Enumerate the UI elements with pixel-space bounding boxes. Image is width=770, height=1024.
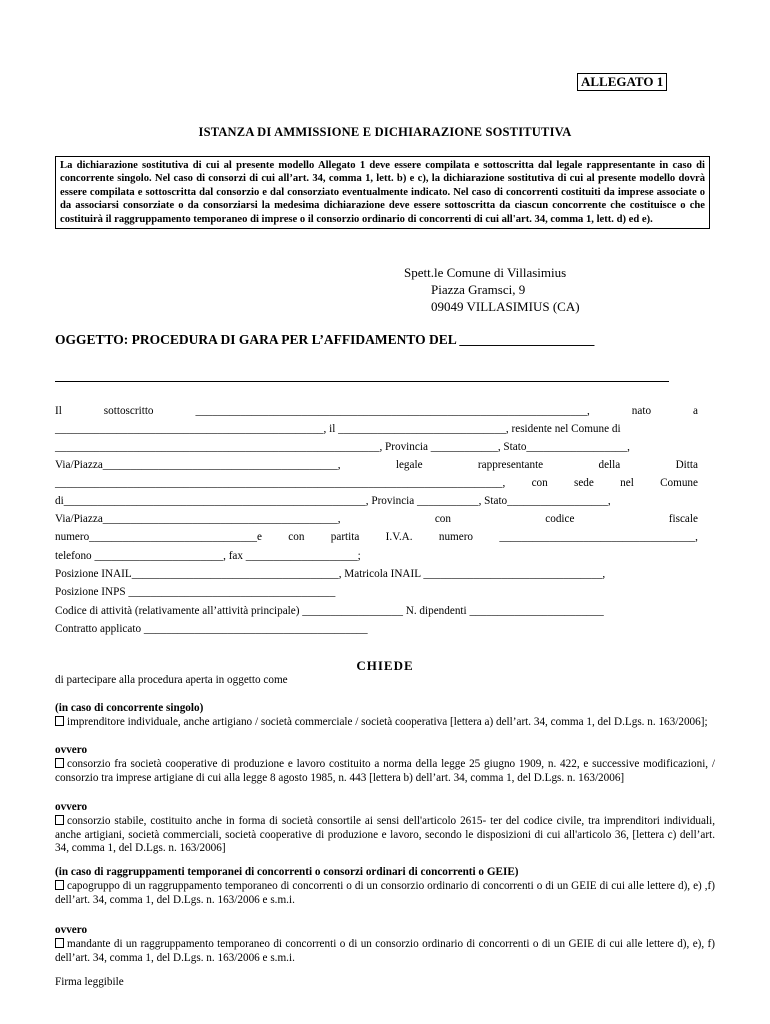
option-imprenditore — [55, 716, 715, 730]
vat-field[interactable]: ___________________________________, — [499, 531, 698, 543]
option-text: imprenditore individuale, anche artigiano / società commerciale / società cooperativa [lettera a) dell’art. 34, comma 1, del D.Lgs. n. 163/2006]; — [67, 716, 708, 728]
oggetto-heading: OGGETTO: PROCEDURA DI GARA PER L’AFFIDAMENTO DEL ____________________ — [55, 332, 595, 347]
form-text: Ditta — [675, 459, 698, 471]
form-row-phone[interactable] — [55, 549, 698, 564]
form-text: partita — [330, 531, 360, 543]
form-row-inail[interactable] — [55, 567, 698, 582]
notice-box: La dichiarazione sostitutiva di cui al presente modello Allegato 1 deve essere compilata e sottoscritta dal legale rappresentante in caso di concorrente singolo. Nel caso di consorzi di cui all’art. 34, comma 1, lett. b) e c), la dichiarazione sostitutiva di cui al presente modello dovrà essere compilata e sottoscritta dal consorzio e dal consorziato eventualmente indicato. Nel caso di concorrenti costituiti da imprese associate o da associarsi consorziate o da consorziarsi la medesima dichiarazione deve essere sottoscritta da ciascun concorrente che costituisce o che costituirà il raggruppamento temporaneo di imprese o il consorzio ordinario di concorrenti di cui all'art. 34, comma 1, lett. d) ed e). — [55, 156, 710, 229]
section-heading-singolo: (in caso di concorrente singolo) — [55, 702, 204, 714]
signature-label: Firma leggibile — [55, 976, 124, 988]
option-text: consorzio stabile, costituito anche in forma di società consortile ai sensi dell'articolo 2615- ter del codice civile, tra imprenditori individuali, anche artigiani, società commerciali, società cooperative di produzione e lavoro, secondo le disposizioni di cui all'articolo 36, [lettera c) dell’art. 34, comma 1, del D.Lgs. n. 163/2006] — [55, 815, 715, 854]
partecipare-text: di partecipare alla procedura aperta in oggetto come — [55, 674, 288, 686]
form-row-via-codice — [55, 512, 698, 527]
option-mandante — [55, 938, 715, 965]
option-text: capogruppo di un raggruppamento temporaneo di concorrenti o di un consorzio ordinario di concorrenti o di un GEIE di cui alle lettere d), e) ,f) dell’art. 34, comma 1, del D.Lgs. n. 163/2006 e s.m.i. — [55, 880, 715, 906]
form-row-piva — [55, 530, 698, 545]
document-title: ISTANZA DI AMMISSIONE E DICHIARAZIONE SOSTITUTIVA — [198, 125, 572, 139]
form-row-inps[interactable] — [55, 585, 698, 600]
ovvero-label: ovvero — [55, 801, 88, 813]
company-address-field[interactable]: Via/Piazza__________________________________________, — [55, 513, 341, 525]
form-row-codice-attivita[interactable] — [55, 604, 698, 619]
inail-field[interactable]: Posizione INAIL_____________________________________, Matricola INAIL ________________________________, — [55, 568, 606, 580]
option-text: consorzio fra società cooperative di produzione e lavoro costituito a norma della legge 25 giugno 1909, n. 422, e successive modificazioni, / consorzio tra imprese artigiane di cui alla legge 8 agosto 1985, n. 443 [lettera b) dell’art. 34, comma 1, del D.Lgs. n. 163/2006] — [55, 758, 715, 784]
form-row-province[interactable] — [55, 440, 698, 455]
form-text: con — [531, 477, 548, 489]
form-text: fiscale — [668, 513, 698, 525]
address-line-3: 09049 VILLASIMIUS (CA) — [431, 299, 580, 314]
sede-field[interactable]: di______________________________________________________, Provincia ___________, Stato__________________, — [55, 495, 611, 507]
chiede-heading: CHIEDE — [356, 658, 414, 673]
ovvero-label: ovvero — [55, 924, 88, 936]
form-text: con — [288, 531, 305, 543]
activity-code-field[interactable]: Codice di attività (relativamente all’attività principale) __________________ N. dipendenti ________________________ — [55, 605, 604, 617]
option-consorzio-stabile — [55, 815, 715, 856]
form-text: legale — [395, 459, 423, 471]
form-row-sottoscritto — [55, 404, 698, 419]
form-text: con — [434, 513, 451, 525]
form-text: sede — [573, 477, 594, 489]
allegato-label: ALLEGATO 1 — [577, 73, 667, 91]
form-text: rappresentante — [477, 459, 544, 471]
tax-code-field[interactable]: numero______________________________e — [55, 531, 262, 543]
checkbox[interactable] — [55, 815, 64, 825]
ovvero-label: ovvero — [55, 744, 88, 756]
address-line-2: Piazza Gramsci, 9 — [431, 282, 526, 297]
form-text: a — [693, 405, 698, 417]
form-text: nel — [620, 477, 634, 489]
form-row-birth[interactable] — [55, 422, 698, 437]
option-consorzio-cooperative — [55, 758, 715, 785]
checkbox[interactable] — [55, 716, 64, 726]
birth-field[interactable]: ________________________________________________, il ______________________________, residente nel Comune di — [55, 423, 621, 435]
form-row-ditta — [55, 476, 698, 491]
form-row-contratto[interactable] — [55, 622, 698, 637]
form-text: della — [598, 459, 621, 471]
form-text: codice — [545, 513, 575, 525]
option-capogruppo — [55, 880, 715, 907]
option-text: mandante di un raggruppamento temporaneo di concorrenti o di un consorzio ordinario di concorrenti o di un GEIE di cui alle lettere d), e), f) dell’art. 34, comma 1, del D.Lgs. n. 163/2006 e s.m.i. — [55, 938, 715, 964]
blank-line — [55, 381, 669, 382]
contract-field[interactable]: Contratto applicato ________________________________________ — [55, 623, 368, 635]
name-field[interactable]: ______________________________________________________________________, — [195, 405, 590, 417]
inps-field[interactable]: Posizione INPS _____________________________________ — [55, 586, 336, 598]
section-heading-raggruppamenti: (in caso di raggruppamenti temporanei di concorrenti o consorzi ordinari di concorrenti o GEIE) — [55, 866, 519, 878]
company-field[interactable]: ________________________________________________________________________________, — [55, 477, 506, 489]
form-row-sede[interactable] — [55, 494, 698, 509]
form-text: I.V.A. — [385, 531, 413, 543]
form-text: nato — [631, 405, 652, 417]
phone-fax-field[interactable]: telefono _______________________, fax ____________________; — [55, 550, 361, 562]
form-text: Il — [55, 405, 62, 417]
address-field[interactable]: Via/Piazza__________________________________________, — [55, 459, 341, 471]
form-text: sottoscritto — [103, 405, 154, 417]
checkbox[interactable] — [55, 758, 64, 768]
checkbox[interactable] — [55, 938, 64, 948]
address-line-1: Spett.le Comune di Villasimius — [404, 265, 567, 280]
checkbox[interactable] — [55, 880, 64, 890]
form-row-via-legale — [55, 458, 698, 473]
residence-field[interactable]: __________________________________________________________, Provincia ____________, Stato__________________, — [55, 441, 630, 453]
form-text: numero — [438, 531, 474, 543]
form-text: Comune — [660, 477, 698, 489]
